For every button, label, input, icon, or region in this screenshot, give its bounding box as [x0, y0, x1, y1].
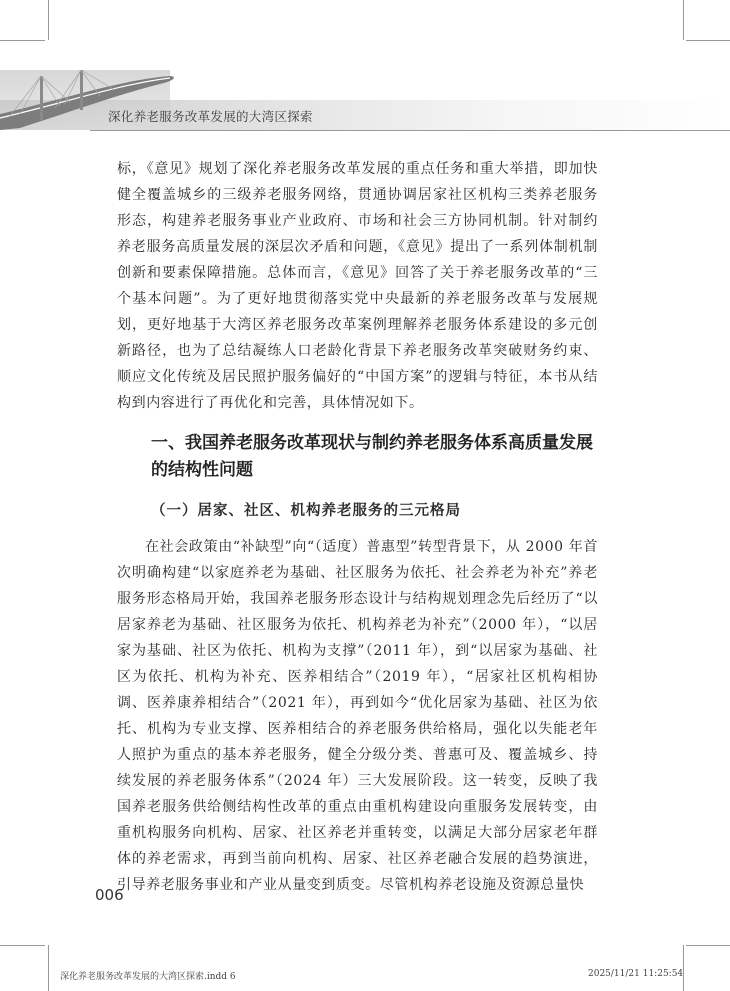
section-heading: 一、我国养老服务改革现状与制约养老服务体系高质量发展的结构性问题 — [151, 433, 593, 480]
crop-mark — [48, 0, 49, 40]
subsection-heading: （一）居家、社区、机构养老服务的三元格局 — [151, 502, 461, 519]
page-body — [117, 156, 598, 898]
crop-mark — [686, 40, 730, 41]
crop-mark — [48, 945, 49, 991]
body-paragraph: 标，《意见》规划了深化养老服务改革发展的重点任务和重大举措，即加快健全覆盖城乡的三级养老服务网络，贯通协调居家社区机构三类养老服务形态，构建养老服务事业产业政府、市场和社会三方协同机制。针对制约养老服务高质量发展的深层次矛盾和问题，《意见》提出了一系列体制机制创新和要素保障措施。总体而言，《意见》回答了关于养老服务改革的“三个基本问题”。为了更好地贯彻落实党中央最新的养老服务改革与发展规划，更好地基于大湾区养老服务改革案例理解养老服务体系建设的多元创新路径，也为了总结凝练人口老龄化背景下养老服务改革突破财务约束、顺应文化传统及居民照护服务偏好的“中国方案”的逻辑与特征，本书从结构到内容进行了再优化和完善，具体情况如下。 — [117, 161, 598, 411]
running-header-title: 深化养老服务改革发展的大湾区探索 — [108, 109, 313, 124]
footer-file-name: 深化养老服务改革发展的大湾区探索.indd 6 — [60, 972, 236, 982]
footer-timestamp: 2025/11/21 11:25:54 — [588, 969, 684, 979]
crop-mark — [683, 945, 684, 991]
page-number: 006 — [95, 886, 124, 904]
crop-mark — [0, 945, 45, 946]
body-paragraph: 在社会政策由“补缺型”向“（适度）普惠型”转型背景下，从 2000 年首次明确构建“以家庭养老为基础、社区服务为依托、社会养老为补充”养老服务形态格局开始，我国养老服务形态设计与结构规划理念先后经历了“以居家养老为基础、社区服务为依托、机构养老为补充”（2000 年），“以居家为基础、社区为依托、机构为支撑”（2011 年），到“以居家为基础、社区为依托、机构为补充、医养相结合”（2019 年），“居家社区机构相协调、医养康养相结合”（2021 年），再到如今“优化居家为基础、社区为依托、机构为专业支撑、医养相结合的养老服务供给格局，强化以失能老年人照护为重点的基本养老服务，健全分级分类、普惠可及、覆盖城乡、持续发展的养老服务体系”（2024 年）三大发展阶段。这一转变，反映了我国养老服务供给侧结构性改革的重点由重机构建设向重服务发展转变，由重机构服务向机构、居家、社区养老并重转变，以满足大部分居家老年群体的养老需求，再到当前向机构、居家、社区养老融合发展的趋势演进，引导养老服务事业和产业从量变到质变。尽管机构养老设施及资源总量快 — [117, 539, 598, 893]
crop-mark — [0, 40, 45, 41]
crop-mark — [686, 945, 730, 946]
crop-mark — [683, 0, 684, 40]
